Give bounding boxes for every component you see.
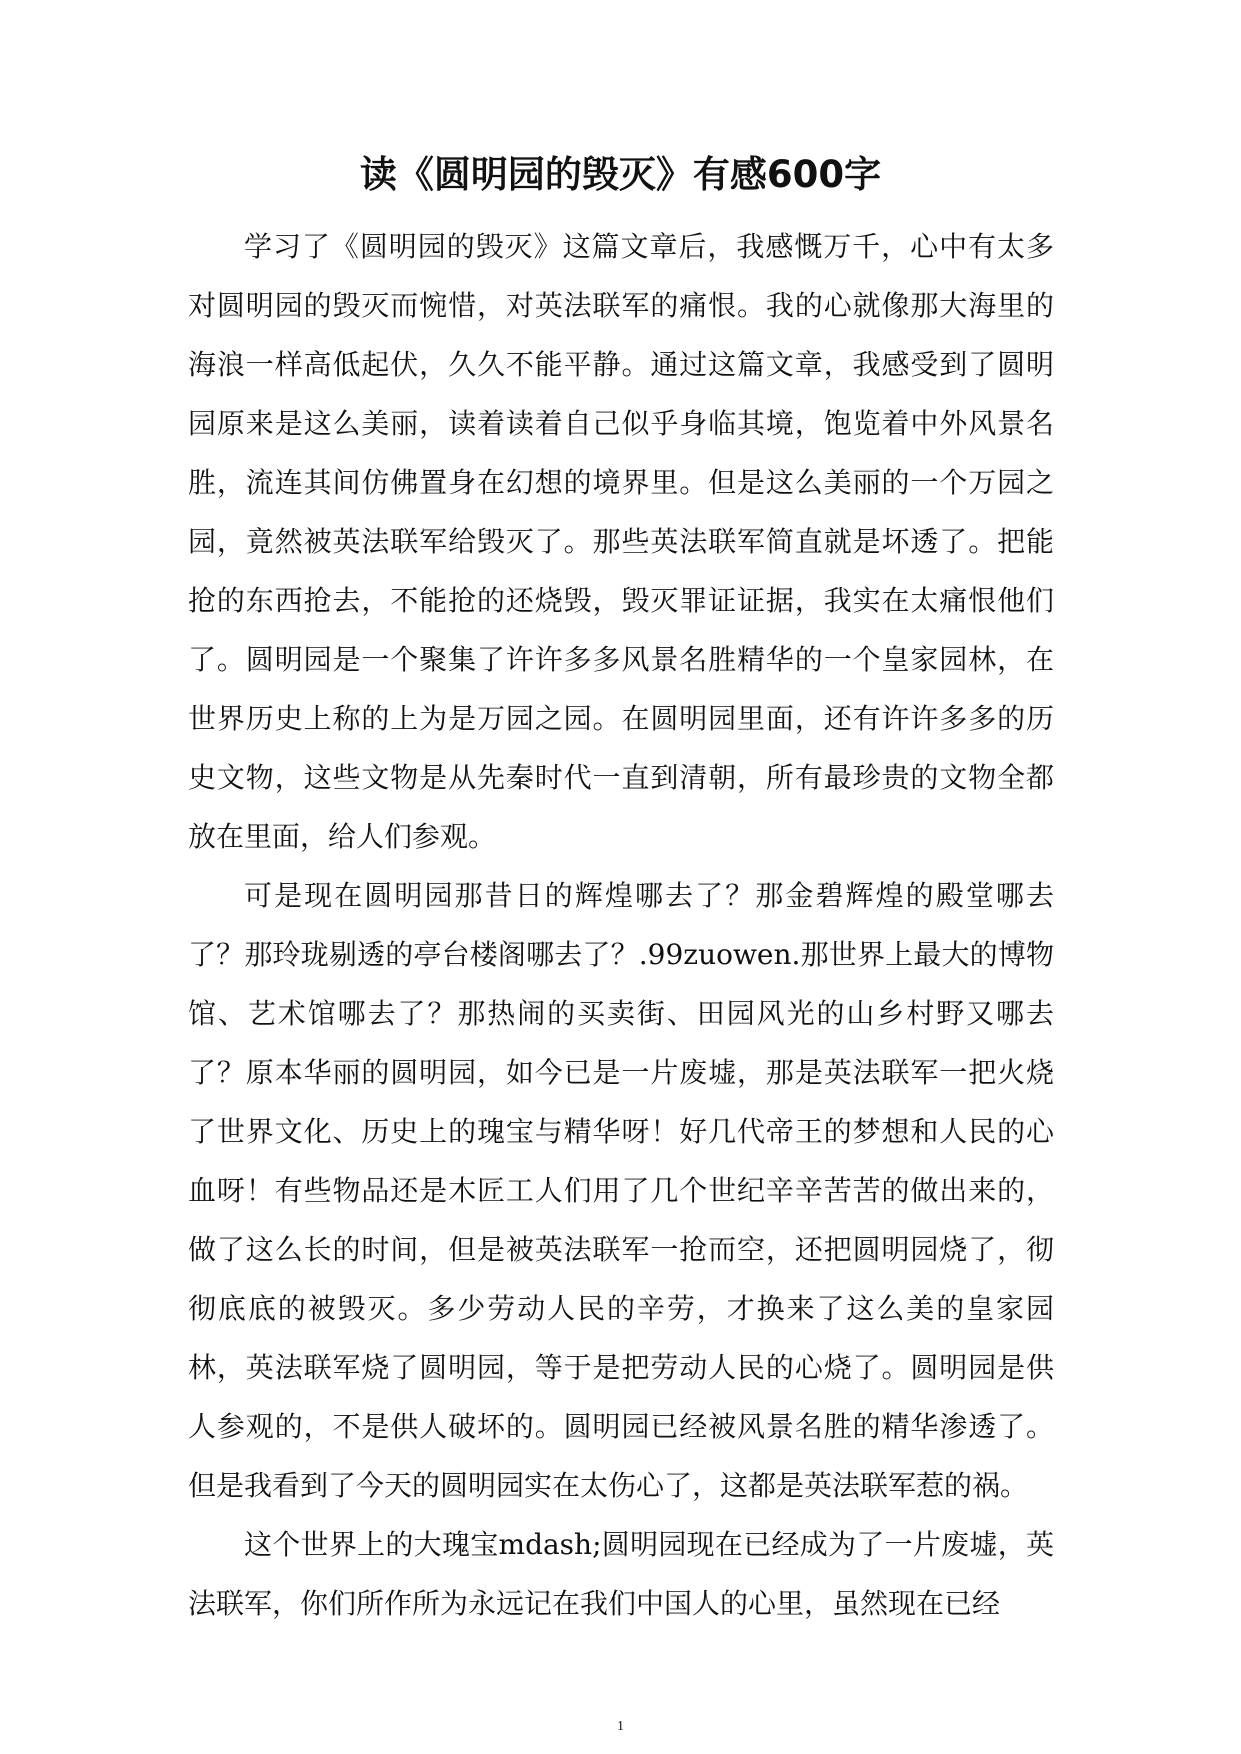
paragraph-2: 可是现在圆明园那昔日的辉煌哪去了？那金碧辉煌的殿堂哪去了？那玲珑剔透的亭台楼阁哪去了？.99zuowen.那世界上最大的博物馆、艺术馆哪去了？那热闹的买卖街、田园风光的山乡村野又哪去了？原本华丽的圆明园，如今已是一片废墟，那是英法联军一把火烧了世界文化、历史上的瑰宝与精华呀！好几代帝王的梦想和人民的心血呀！有些物品还是木匠工人们用了几个世纪辛辛苦苦的做出来的，做了这么长的时间，但是被英法联军一抢而空，还把圆明园烧了，彻彻底底的被毁灭。多少劳动人民的辛劳，才换来了这么美的皇家园林，英法联军烧了圆明园，等于是把劳动人民的心烧了。圆明园是供人参观的，不是供人破坏的。圆明园已经被风景名胜的精华渗透了。但是我看到了今天的圆明园实在太伤心了，这都是英法联军惹的祸。: [188, 879, 1054, 1502]
document-title: 读《圆明园的毁灭》有感600字: [359, 153, 882, 196]
page-number: 1: [617, 1719, 624, 1734]
document-body: [188, 217, 1054, 1633]
paragraph-1: 学习了《圆明园的毁灭》这篇文章后，我感慨万千，心中有太多对圆明园的毁灭而惋惜，对英法联军的痛恨。我的心就像那大海里的海浪一样高低起伏，久久不能平静。通过这篇文章，我感受到了圆明园原来是这么美丽，读着读着自己似乎身临其境，饱览着中外风景名胜，流连其间仿佛置身在幻想的境界里。但是这么美丽的一个万园之园，竟然被英法联军给毁灭了。那些英法联军简直就是坏透了。把能抢的东西抢去，不能抢的还烧毁，毁灭罪证证据，我实在太痛恨他们了。圆明园是一个聚集了许许多多风景名胜精华的一个皇家园林，在世界历史上称的上为是万园之园。在圆明园里面，还有许许多多的历史文物，这些文物是从先秦时代一直到清朝，所有最珍贵的文物全都放在里面，给人们参观。: [188, 230, 1054, 853]
paragraph-3: 这个世界上的大瑰宝mdash;圆明园现在已经成为了一片废墟，英法联军，你们所作所为永远记在我们中国人的心里，虽然现在已经: [188, 1528, 1054, 1620]
